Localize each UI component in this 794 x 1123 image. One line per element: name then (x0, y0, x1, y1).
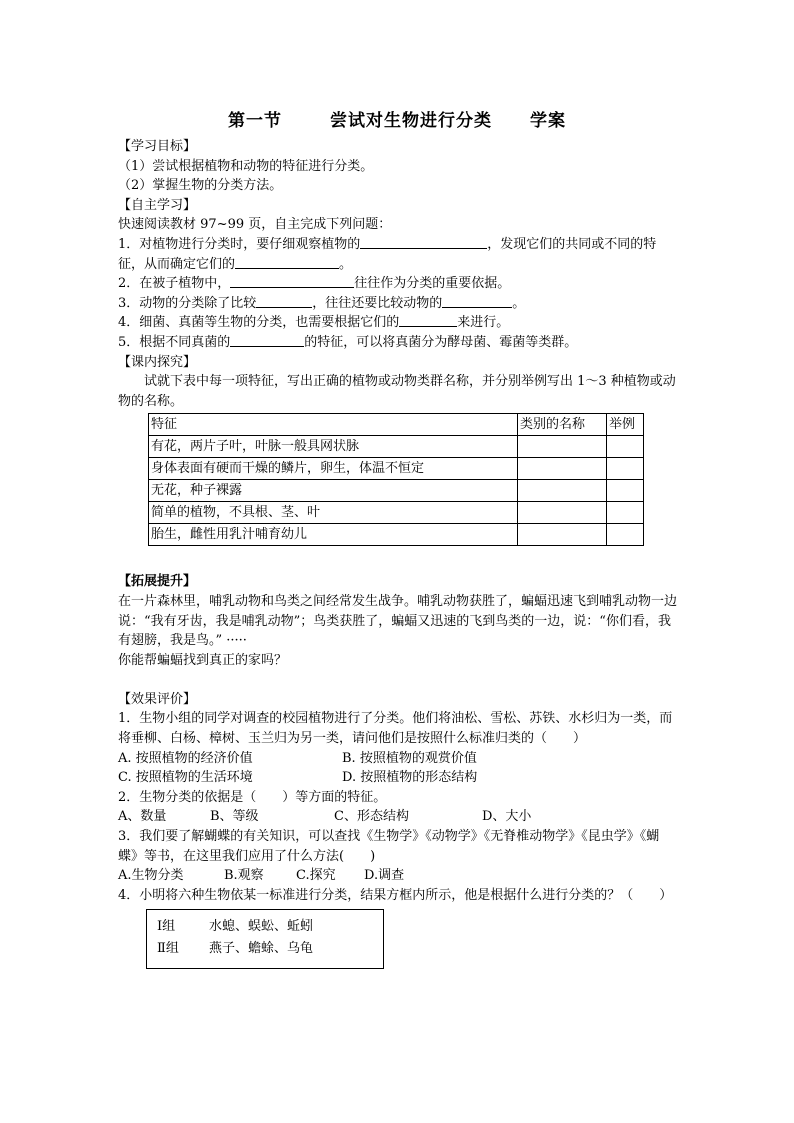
category-cell[interactable] (518, 480, 607, 502)
category-cell[interactable] (518, 502, 607, 524)
answer-blank[interactable] (442, 294, 512, 308)
option-b[interactable]: B. 按照植物的观赏价值 (342, 750, 477, 766)
example-cell[interactable] (607, 458, 644, 480)
goals-heading: 【学习目标】 (118, 139, 197, 154)
feature-cell: 简单的植物，不具根、茎、叶 (149, 502, 518, 524)
answer-blank[interactable] (235, 255, 339, 269)
feature-cell: 胎生，雌性用乳汁哺育幼儿 (149, 524, 518, 546)
evaluation-q2: 2．生物分类的依据是（ ）等方面的特征。 (118, 789, 387, 805)
option-a[interactable]: A. 按照植物的经济价值 (118, 750, 253, 766)
feature-cell: 无花，种子裸露 (149, 480, 518, 502)
feature-cell: 有花，两片子叶，叶脉一般具网状脉 (149, 436, 518, 458)
table-header: 举例 (607, 414, 644, 436)
option-c[interactable]: C.探究 (296, 868, 336, 884)
option-b[interactable]: B、等级 (210, 809, 259, 825)
option-d[interactable]: D. 按照植物的形态结构 (342, 770, 478, 786)
title-type: 学案 (530, 111, 566, 131)
self-study-q4: 4．细菌、真菌等生物的分类，也需要根据它们的 来进行。 (118, 315, 510, 331)
example-cell[interactable] (607, 436, 644, 458)
goal-item: （2）掌握生物的分类方法。 (118, 178, 283, 194)
option-c[interactable]: C、形态结构 (334, 809, 409, 825)
q1-options-row (118, 768, 678, 788)
option-a[interactable]: A、数量 (118, 809, 167, 825)
group-row (157, 938, 383, 960)
table-row (149, 502, 644, 524)
example-cell[interactable] (607, 502, 644, 524)
table-row (149, 480, 644, 502)
answer-blank[interactable] (399, 313, 457, 327)
answer-blank[interactable] (230, 333, 304, 347)
worksheet-content (118, 137, 678, 969)
q1-options-row (118, 749, 678, 769)
table-header-row (149, 414, 644, 436)
self-study-q5: 5．根据不同真菌的 的特征，可以将真菌分为酵母菌、霉菌等类群。 (118, 334, 578, 350)
goal-item: （1）尝试根据植物和动物的特征进行分类。 (118, 158, 374, 174)
title-topic: 尝试对生物进行分类 (330, 111, 492, 131)
evaluation-q4: 4．小明将六种生物依某一标准进行分类，结果方框内所示，他是根据什么进行分类的？（ ） (118, 887, 673, 903)
title-section: 第一节 (228, 111, 282, 131)
category-cell[interactable] (518, 524, 607, 546)
group-label: Ⅰ组 (157, 919, 176, 935)
example-cell[interactable] (607, 524, 644, 546)
option-b[interactable]: B.观察 (224, 868, 264, 884)
evaluation-q1: 1．生物小组的同学对调查的校园植物进行了分类。他们将油松、雪松、苏铁、水杉归为一类，而将垂柳、白杨、樟树、玉兰归为另一类，请问他们是按照什么标准归类的（ ） (118, 711, 673, 747)
answer-blank[interactable] (256, 294, 312, 308)
table-header: 特征 (149, 414, 518, 436)
self-study-q1: 1．对植物进行分类时，要仔细观察植物的 ，发现它们的共同或不同的特 (118, 236, 657, 252)
group-row (157, 916, 383, 938)
self-study-q2: 2．在被子植物中， 往往作为分类的重要依据。 (118, 276, 511, 292)
feature-table (148, 413, 644, 546)
example-cell[interactable] (607, 480, 644, 502)
inquiry-heading: 【课内探究】 (118, 354, 197, 370)
option-c[interactable]: C. 按照植物的生活环境 (118, 770, 253, 786)
answer-blank[interactable] (230, 274, 354, 288)
table-header: 类别的名称 (518, 414, 607, 436)
group-items: 水螅、蜈蚣、蚯蚓 (209, 919, 314, 935)
page-title (0, 106, 794, 131)
group-items: 燕子、蟾蜍、乌龟 (209, 941, 314, 957)
self-study-q1-cont: 征，从而确定它们的 。 (118, 256, 353, 272)
self-study-intro: 快速阅读教材 97~99 页，自主完成下列问题： (118, 217, 392, 233)
self-study-heading: 【自主学习】 (118, 197, 197, 213)
evaluation-q3: 3．我们要了解蝴蝶的有关知识，可以查找《生物学》《动物学》《无脊椎动物学》《昆虫学》《蝴蝶》等书，在这里我们应用了什么方法( ) (118, 829, 660, 864)
q2-options-row (118, 807, 678, 827)
table-row (149, 524, 644, 546)
feature-cell: 身体表面有硬而干燥的鳞片，卵生，体温不恒定 (149, 458, 518, 480)
category-cell[interactable] (518, 436, 607, 458)
table-row (149, 458, 644, 480)
self-study-q3: 3．动物的分类除了比较 ，往往还要比较动物的 。 (118, 295, 526, 311)
evaluation-heading: 【效果评价】 (118, 691, 197, 707)
table-row (149, 436, 644, 458)
option-d[interactable]: D.调查 (364, 868, 405, 884)
category-cell[interactable] (518, 458, 607, 480)
q3-options-row (118, 866, 678, 886)
extension-text: 在一片森林里，哺乳动物和鸟类之间经常发生战争。哺乳动物获胜了，蝙蝠迅速飞到哺乳动物一边说：“我有牙齿，我是哺乳动物”；鸟类获胜了，蝙蝠又迅速的飞到鸟类的一边，说：“你们看，我有翅膀，我是鸟。” ····· (118, 593, 678, 649)
extension-question: 你能帮蝙蝠找到真正的家吗？ (118, 652, 288, 668)
option-a[interactable]: A.生物分类 (118, 868, 184, 884)
option-d[interactable]: D、大小 (482, 809, 532, 825)
group-label: Ⅱ组 (157, 941, 179, 957)
inquiry-text: 试就下表中每一项特征，写出正确的植物或动物类群名称，并分别举例写出 1～3 种植物或动物的名称。 (118, 374, 676, 409)
classification-box (146, 909, 384, 969)
extension-heading: 【拓展提升】 (118, 574, 197, 590)
answer-blank[interactable] (360, 235, 487, 249)
